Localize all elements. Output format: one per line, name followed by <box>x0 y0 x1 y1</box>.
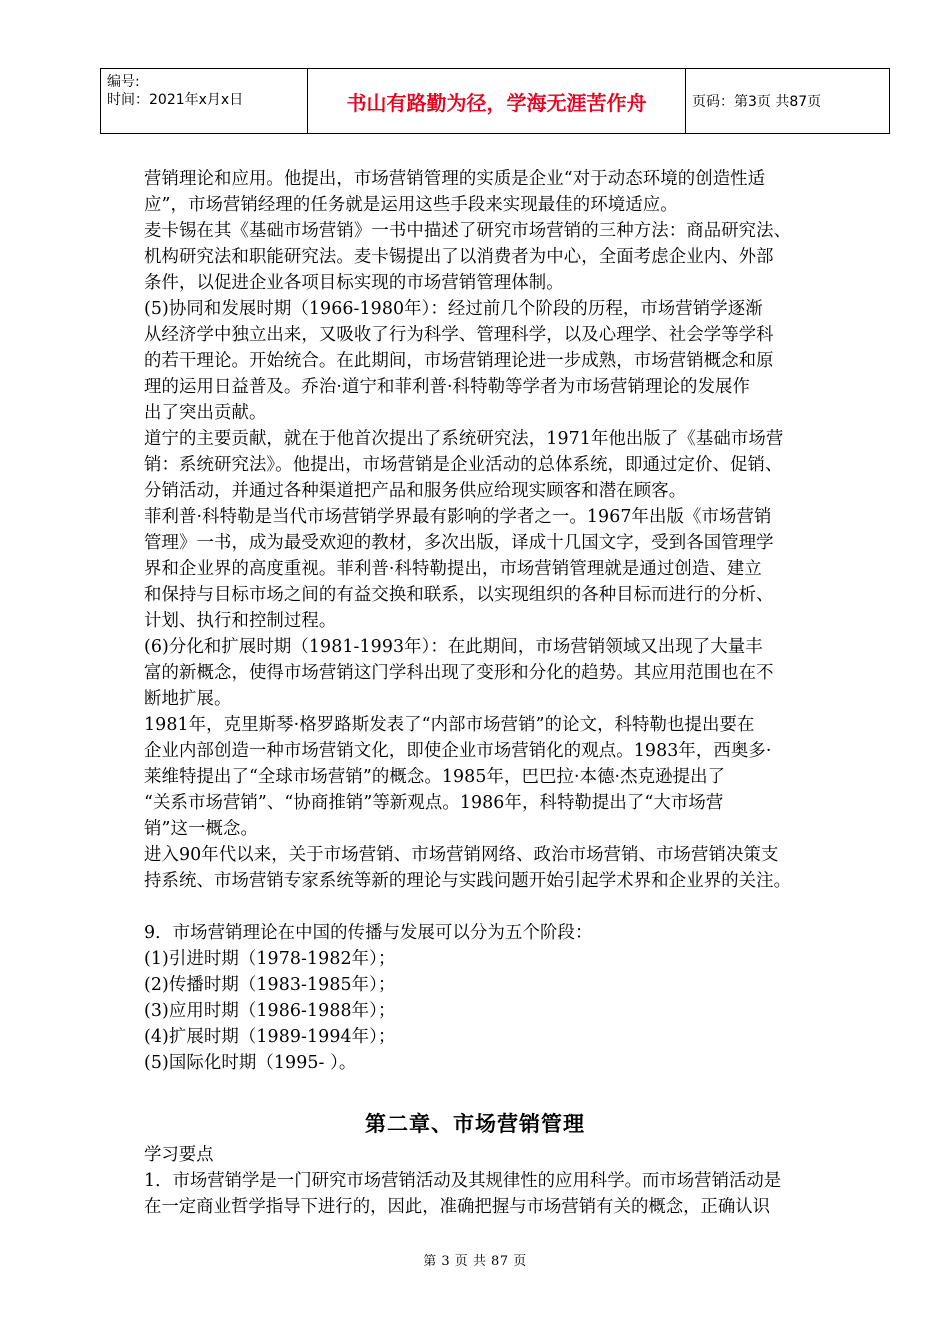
paragraph-line: 和保持与目标市场之间的有益交换和联系，以实现组织的各种目标而进行的分析、 <box>144 585 774 605</box>
paragraph-line: 1981年，克里斯琴·格罗路斯发表了“内部市场营销”的论文，科特勒也提出要在 <box>144 715 755 735</box>
chapter-title: 第二章、市场营销管理 <box>365 1112 585 1136</box>
header-page-info: 页码：第3页 共87页 <box>686 69 890 134</box>
section9-heading: 9．市场营销理论在中国的传播与发展可以分为五个阶段： <box>144 923 593 943</box>
paragraph-line: 从经济学中独立出来，又吸收了行为科学、管理科学，以及心理学、社会学等学科 <box>144 325 774 345</box>
paragraph-line: 营销理论和应用。他提出，市场营销管理的实质是企业“对于动态环境的创造性适 <box>144 169 766 189</box>
paragraph-line: 计划、执行和控制过程。 <box>144 611 337 631</box>
header-motto: 书山有路勤为径，学海无涯苦作舟 <box>308 69 686 134</box>
paragraph-line: 理的运用日益普及。乔治·道宁和菲利普·科特勒等学者为市场营销理论的发展作 <box>144 377 750 397</box>
paragraph-line: 菲利普·科特勒是当代市场营销学界最有影响的学者之一。1967年出版《市场营销 <box>144 507 772 527</box>
paragraph-line: 富的新概念，使得市场营销这门学科出现了变形和分化的趋势。其应用范围也在不 <box>144 663 774 683</box>
study-points-heading: 学习要点 <box>144 1145 214 1165</box>
document-time-label: 时间：2021年x月x日 <box>107 92 244 108</box>
paragraph-line: (5)协同和发展时期（1966-1980年）：经过前几个阶段的历程，市场营销学逐渐 <box>144 299 763 319</box>
header-meta-cell <box>101 69 308 134</box>
paragraph-line: 界和企业界的高度重视。菲利普·科特勒提出，市场营销管理就是通过创造、建立 <box>144 559 762 579</box>
paragraph-line: 出了突出贡献。 <box>144 403 267 423</box>
paragraph-line: 分销活动，并通过各种渠道把产品和服务供应给现实顾客和潜在顾客。 <box>144 481 687 501</box>
paragraph-line: “关系市场营销”、“协商推销”等新观点。1986年，科特勒提出了“大市场营 <box>144 793 724 813</box>
paragraph-line: 企业内部创造一种市场营销文化，即使企业市场营销化的观点。1983年，西奥多· <box>144 741 772 761</box>
paragraph-line: 条件，以促进企业各项目标实现的市场营销管理体制。 <box>144 273 564 293</box>
section9-item: (4)扩展时期（1989-1994年）； <box>144 1027 396 1047</box>
paragraph-line: 销：系统研究法》。他提出，市场营销是企业活动的总体系统，即通过定价、促销、 <box>144 455 783 475</box>
chapter-intro-block <box>144 1142 864 1220</box>
paragraph-line: 机构研究法和职能研究法。麦卡锡提出了以消费者为中心，全面考虑企业内、外部 <box>144 247 774 267</box>
section9-item: (1)引进时期（1978-1982年）； <box>144 949 396 969</box>
paragraph-line: 麦卡锡在其《基础市场营销》一书中描述了研究市场营销的三种方法：商品研究法、 <box>144 221 792 241</box>
section9-item: (3)应用时期（1986-1988年）； <box>144 1001 396 1021</box>
paragraph-line: 管理》一书，成为最受欢迎的教材，多次出版，译成十几国文字，受到各国管理学 <box>144 533 774 553</box>
paragraph-line: 销”这一概念。 <box>144 819 258 839</box>
page-footer: 第 3 页 共 87 页 <box>423 1254 527 1269</box>
body-text-block <box>144 166 864 1076</box>
paragraph-gap <box>144 894 864 920</box>
section9-item: (5)国际化时期（1995- ）。 <box>144 1053 357 1073</box>
paragraph-line: 持系统、市场营销专家系统等新的理论与实践问题开始引起学术界和企业界的关注。 <box>144 871 792 891</box>
section9-item: (2)传播时期（1983-1985年）； <box>144 975 396 995</box>
page-header <box>100 68 890 134</box>
paragraph-line: 在一定商业哲学指导下进行的，因此，准确把握与市场营销有关的概念，正确认识 <box>144 1197 771 1217</box>
paragraph-line: 进入90年代以来，关于市场营销、市场营销网络、政治市场营销、市场营销决策支 <box>144 845 779 865</box>
paragraph-line: 1．市场营销学是一门研究市场营销活动及其规律性的应用科学。而市场营销活动是 <box>144 1171 782 1191</box>
document-number-label: 编号: <box>107 74 140 90</box>
paragraph-line: (6)分化和扩展时期（1981-1993年）：在此期间，市场营销领域又出现了大量丰 <box>144 637 763 657</box>
paragraph-line: 莱维特提出了“全球市场营销”的概念。1985年，巴巴拉·本德·杰克逊提出了 <box>144 767 726 787</box>
paragraph-line: 的若干理论。开始统合。在此期间，市场营销理论进一步成熟，市场营销概念和原 <box>144 351 774 371</box>
paragraph-line: 应”，市场营销经理的任务就是运用这些手段来实现最佳的环境适应。 <box>144 195 678 215</box>
paragraph-line: 道宁的主要贡献，就在于他首次提出了系统研究法，1971年他出版了《基础市场营 <box>144 429 784 449</box>
paragraph-line: 断地扩展。 <box>144 689 232 709</box>
